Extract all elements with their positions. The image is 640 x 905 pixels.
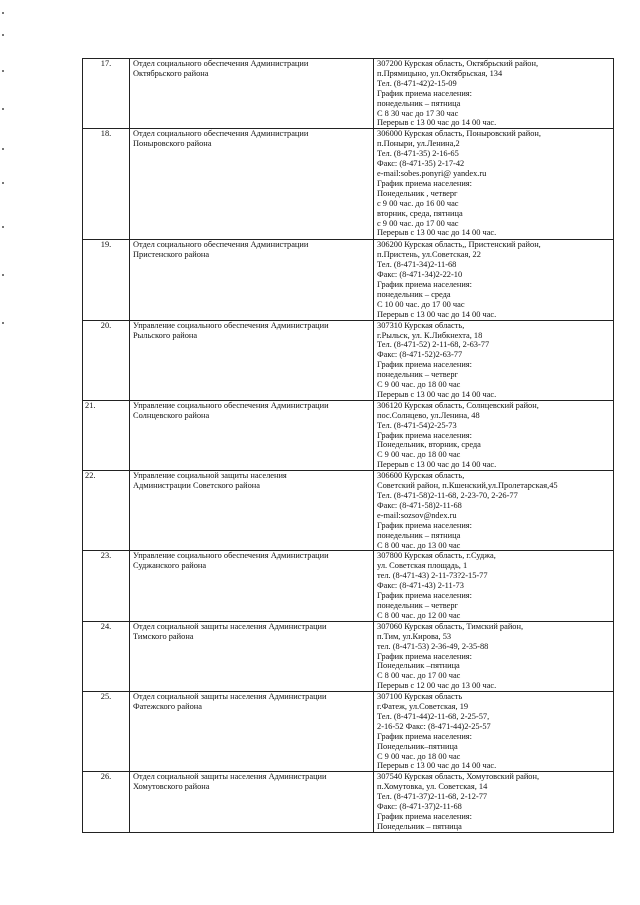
institution-name-line: Поныровского района	[133, 139, 212, 149]
table-row	[83, 129, 614, 240]
institution-name-cell	[130, 59, 374, 129]
contact-detail-line: Факс: (8-471-58)2-11-68	[377, 500, 462, 510]
contact-detail-line: г.Рыльск, ул. К.Либкнехта, 18	[377, 330, 483, 340]
table-row	[83, 240, 614, 320]
contact-detail-line: 307540 Курская область, Хомутовский район,	[377, 772, 540, 782]
contact-detail-line: Перерыв с 13 00 час до 14 00 час.	[377, 309, 497, 319]
row-number: 26.	[83, 772, 130, 833]
contact-detail-line: Факс: (8-471-35) 2-17-42	[377, 159, 465, 169]
institution-name-line: Пристенского района	[133, 250, 210, 260]
row-number: 17.	[83, 59, 130, 129]
contact-detail-line: 306120 Курская область, Солнцевский район,	[377, 400, 539, 410]
contact-detail-line: г.Фатеж, ул.Советская, 19	[377, 702, 469, 712]
contact-detail-line: График приема населения:	[377, 430, 472, 440]
institution-name-line: Фатежского района	[133, 702, 202, 712]
contact-detail-line: понедельник – четверг	[377, 370, 458, 380]
contact-detail-line: Понедельник –пятница	[377, 661, 460, 671]
contact-details-cell	[374, 772, 614, 833]
row-number: 23.	[83, 551, 130, 621]
institution-name-line: Отдел социального обеспечения Администрации	[133, 129, 309, 139]
contact-detail-line: Тел. (8-471-35) 2-16-65	[377, 149, 459, 159]
institution-name-line: Отдел социальной защиты населения Администрации	[133, 692, 327, 702]
contact-details-cell	[374, 129, 614, 240]
contact-detail-line: ул. Советская площадь, 1	[377, 561, 468, 571]
contact-detail-line: с 9 00 час. до 16 00 час	[377, 198, 459, 208]
contact-detail-line: п.Поныри, ул.Ленина,2	[377, 139, 460, 149]
contact-detail-line: Понедельник–пятница	[377, 741, 458, 751]
institution-name-line: Отдел социальной защиты населения Администрации	[133, 772, 327, 782]
institution-name-line: Управление социального обеспечения Администрации	[133, 320, 329, 330]
institution-name-line: Суджанского района	[133, 561, 207, 571]
contact-detail-line: Перерыв с 13 00 час до 14 00 час.	[377, 460, 497, 470]
institution-name-cell	[130, 621, 374, 691]
institution-name-line: Отдел социального обеспечения Администрации	[133, 59, 309, 68]
table-row	[83, 621, 614, 691]
social-services-registry-table	[82, 58, 614, 833]
contact-detail-line: Перерыв с 12 00 час до 13 00 час.	[377, 681, 497, 691]
row-number: 19.	[83, 240, 130, 320]
contact-detail-line: С 8 00 час. до 17 00 час	[377, 671, 461, 681]
contact-detail-line: Понедельник , четверг	[377, 188, 458, 198]
institution-name-cell	[130, 551, 374, 621]
contact-detail-line: График приема населения:	[377, 360, 472, 370]
row-number: 24.	[83, 621, 130, 691]
contact-detail-line: С 9 00 час. до 18 00 час	[377, 380, 461, 390]
contact-detail-line: 307060 Курская область, Тимский район,	[377, 621, 524, 631]
contact-detail-line: понедельник – среда	[377, 289, 451, 299]
contact-detail-line: Перерыв с 13 00 час до 14 00 час.	[377, 761, 497, 771]
contact-details-cell	[374, 551, 614, 621]
contact-detail-line: Тел. (8-471-58)2-11-68, 2-23-70, 2-26-77	[377, 491, 518, 500]
contact-detail-line: Перерыв с 13 00 час до 14 00 час.	[377, 389, 497, 399]
row-number: 25.	[83, 692, 130, 772]
institution-name-line: Солнцевского района	[133, 410, 210, 420]
contact-detail-line: 306600 Курская область,	[377, 471, 465, 481]
contact-detail-line: С 9 00 час. до 18 00 час	[377, 450, 461, 460]
contact-detail-line: С 9 00 час. до 18 00 час	[377, 751, 461, 761]
institution-name-line: Октябрьского района	[133, 68, 209, 78]
contact-detail-line: п.Пристень, ул.Советская, 22	[377, 250, 481, 260]
institution-name-line: Управление социальной защиты населения	[133, 471, 287, 481]
row-number: 18.	[83, 129, 130, 240]
contact-detail-line: График приема населения:	[377, 591, 472, 601]
institution-name-line: Хомутовского района	[133, 782, 210, 792]
contact-detail-line: Понедельник – пятница	[377, 821, 462, 831]
institution-name-cell	[130, 692, 374, 772]
institution-name-line: Управление социального обеспечения Администрации	[133, 400, 329, 410]
contact-detail-line: График приема населения:	[377, 88, 472, 98]
table-row	[83, 692, 614, 772]
contact-detail-line: Тел. (8-471-52) 2-11-68, 2-63-77	[377, 340, 490, 350]
contact-detail-line: с 9 00 час. до 17 00 час	[377, 218, 459, 228]
contact-detail-line: 307100 Курская область	[377, 692, 463, 702]
contact-detail-line: понедельник – пятница	[377, 530, 461, 540]
institution-name-cell	[130, 240, 374, 320]
contact-detail-line: п.Прямицыно, ул.Октябрьская, 134	[377, 68, 503, 78]
contact-detail-line: тел. (8-471-43) 2-11-73?2-15-77	[377, 571, 488, 581]
contact-detail-line: Факс: (8-471-52)2-63-77	[377, 350, 463, 360]
contact-detail-line: Тел. (8-471-44)2-11-68, 2-25-57,	[377, 711, 490, 721]
contact-detail-line: Факс: (8-471-34)2-22-10	[377, 270, 463, 280]
contact-detail-line: С 10 00 час. до 17 00 час	[377, 299, 465, 309]
table-row	[83, 551, 614, 621]
contact-detail-line: С 8 00 час. до 12 00 час	[377, 610, 461, 620]
contact-detail-line: Тел. (8-471-54)2-25-73	[377, 420, 457, 430]
contact-detail-line: График приема населения:	[377, 812, 472, 821]
contact-detail-line: График приема населения:	[377, 178, 472, 188]
contact-detail-line: С 8 30 час до 17 30 час	[377, 108, 459, 118]
contact-detail-line: e-mail:sobes.ponyri@ yandex.ru	[377, 168, 487, 178]
row-number: 20.	[83, 320, 130, 400]
contact-detail-line: Тел. (8-471-42)2-15-09	[377, 78, 457, 88]
institution-name-line: Отдел социального обеспечения Администрации	[133, 240, 309, 250]
contact-details-cell	[374, 320, 614, 400]
scan-edge-marks	[2, 12, 6, 332]
contact-detail-line: С 8 00 час. до 13 00 час	[377, 540, 461, 550]
table-row	[83, 59, 614, 129]
contact-detail-line: Тел. (8-471-37)2-11-68, 2-12-77	[377, 792, 488, 802]
contact-detail-line: 306000 Курская область, Поныровский район,	[377, 129, 542, 139]
contact-details-cell	[374, 400, 614, 470]
contact-detail-line: 306200 Курская область,, Пристенский район,	[377, 240, 541, 250]
contact-detail-line: понедельник – пятница	[377, 98, 461, 108]
institution-name-cell	[130, 400, 374, 470]
institution-name-line: Рыльского района	[133, 330, 198, 340]
contact-detail-line: e-mail:sozsov@ndex.ru	[377, 510, 457, 520]
contact-detail-line: понедельник – четверг	[377, 600, 458, 610]
contact-details-cell	[374, 59, 614, 129]
contact-detail-line: 307200 Курская область, Октябрьский район,	[377, 59, 539, 68]
institution-name-line: Тимского района	[133, 631, 194, 641]
contact-detail-line: Понедельник, вторник, среда	[377, 440, 481, 450]
contact-detail-line: Факс: (8-471-43) 2-11-73	[377, 581, 464, 591]
row-number: 22.	[83, 471, 130, 551]
contact-detail-line: тел. (8-471-53) 2-36-49, 2-35-88	[377, 641, 489, 651]
contact-detail-line: Тел. (8-471-34)2-11-68	[377, 260, 457, 270]
contact-detail-line: пос.Солнцево, ул.Ленина, 48	[377, 410, 480, 420]
contact-detail-line: вторник, среда, пятница	[377, 208, 463, 218]
contact-detail-line: График приема населения:	[377, 731, 472, 741]
institution-name-cell	[130, 129, 374, 240]
institution-name-cell	[130, 471, 374, 551]
institution-name-line: Администрации Советского района	[133, 481, 260, 491]
contact-details-cell	[374, 621, 614, 691]
contact-detail-line: Советский район, п.Кшенский,ул.Пролетарская,45	[377, 481, 558, 491]
contact-detail-line: п.Тим, ул.Кирова, 53	[377, 631, 452, 641]
institution-name-cell	[130, 772, 374, 833]
contact-detail-line: 307310 Курская область,	[377, 320, 465, 330]
contact-detail-line: 2-16-52 Факс: (8-471-44)2-25-57	[377, 721, 491, 731]
institution-name-cell	[130, 320, 374, 400]
table-row	[83, 471, 614, 551]
registry-table-body	[83, 59, 614, 833]
contact-detail-line: 307800 Курская область, г.Суджа,	[377, 551, 496, 561]
contact-details-cell	[374, 471, 614, 551]
contact-details-cell	[374, 692, 614, 772]
contact-detail-line: График приема населения:	[377, 651, 472, 661]
institution-name-line: Управление социального обеспечения Администрации	[133, 551, 329, 561]
contact-details-cell	[374, 240, 614, 320]
contact-detail-line: п.Хомутовка, ул. Советская, 14	[377, 782, 488, 792]
institution-name-line: Отдел социальной защиты населения Администрации	[133, 621, 327, 631]
contact-detail-line: Перерыв с 13 00 час до 14 00 час.	[377, 228, 497, 238]
contact-detail-line: Перерыв с 13 00 час до 14 00 час.	[377, 118, 497, 128]
table-row	[83, 772, 614, 833]
contact-detail-line: График приема населения:	[377, 520, 472, 530]
contact-detail-line: Факс: (8-471-37)2-11-68	[377, 802, 462, 812]
row-number: 21.	[83, 400, 130, 470]
table-row	[83, 400, 614, 470]
table-row	[83, 320, 614, 400]
contact-detail-line: График приема населения:	[377, 279, 472, 289]
